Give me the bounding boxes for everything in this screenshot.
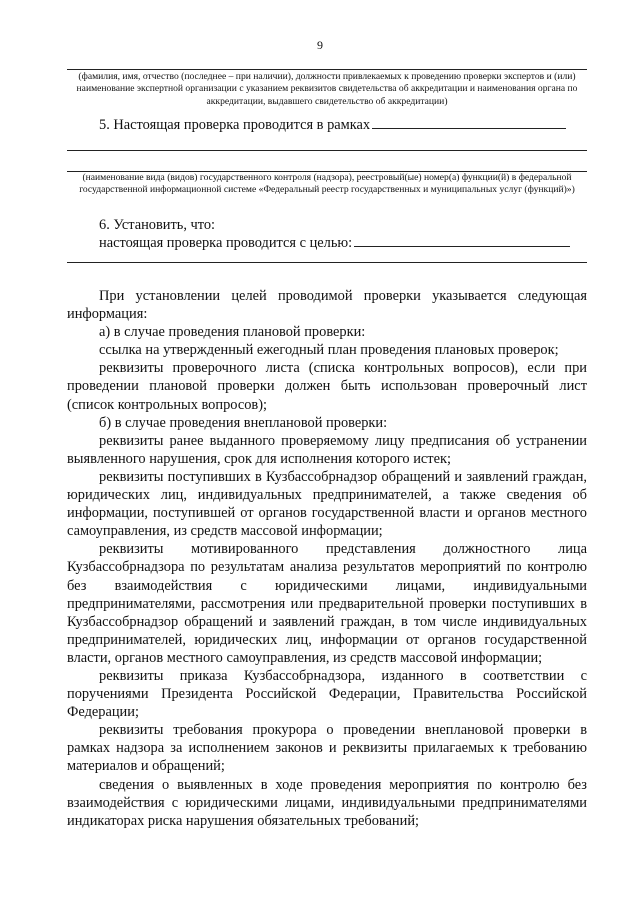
blank-line-6a <box>67 262 587 263</box>
section-6-heading: 6. Установить, что: <box>99 217 216 233</box>
purpose-label: настоящая проверка проводится с целью: <box>99 235 353 251</box>
blank-line-5a <box>67 150 587 151</box>
paragraph: реквизиты мотивированного представления должностного лица Кузбассобрнадзора по результатам анализа результатов мероприятий по контролю без взаимодействия с юридическими лицами, индивидуальными предпринимателями, рассмотрения или предварительной проверки поступивших в Кузбассобрнадзор обращений и заявлений граждан, в том числе индивидуальных предпринимателей, юридических лиц, информации от органов государственной власти, органов местного самоуправления, из средств массовой информации; <box>67 541 587 666</box>
blank-line-experts <box>67 69 587 70</box>
body-text <box>67 287 587 830</box>
section-6-purpose-line <box>99 233 570 252</box>
paragraph: реквизиты проверочного листа (списка контрольных вопросов), если при проведении плановой проверки должен быть использован проверочный лист (список контрольных вопросов); <box>67 360 587 413</box>
section-5-text: 5. Настоящая проверка проводится в рамках <box>99 117 371 133</box>
section-5-line <box>99 115 566 134</box>
page-number: 9 <box>317 38 323 52</box>
blank-inline-purpose <box>354 233 570 247</box>
paragraph: При установлении целей проводимой проверки указывается следующая информация: <box>67 288 587 323</box>
paragraph: б) в случае проведения внеплановой проверки: <box>99 414 388 431</box>
paragraph: сведения о выявленных в ходе проведения мероприятия по контролю без взаимодействия с юридическими лицами, индивидуальными предпринимателями индикаторах риска нарушения обязательных требований; <box>67 776 587 829</box>
caption-experts: (фамилия, имя, отчество (последнее – при наличии), должности привлекаемых к проведению проверки экспертов и (или) наименование экспертной организации с указанием реквизитов свидетельства об аккредитации и наименования органа по аккредитации, выдавшего свидетельство об аккредитации) <box>76 71 578 107</box>
paragraph: реквизиты приказа Кузбассобрнадзора, изданного в соответствии с поручениями Президента Российской Федерации, Правительства Российской Федерации; <box>67 667 587 721</box>
blank-inline-5 <box>372 115 566 129</box>
paragraph: ссылка на утвержденный ежегодный план проведения плановых проверок; <box>99 342 559 359</box>
caption-control-type: (наименование вида (видов) государственного контроля (надзора), реестровый(ые) номер(а) функции(й) в федеральной государственной информационной системе «Федеральный реестр государственных и муниципальных услуг (функций)») <box>79 172 575 196</box>
paragraph: а) в случае проведения плановой проверки: <box>99 324 366 341</box>
paragraph: реквизиты требования прокурора о проведении внеплановой проверки в рамках надзора за исполнением законов и реквизиты прилагаемых к требованию материалов и обращений; <box>67 722 587 775</box>
paragraph: реквизиты поступивших в Кузбассобрнадзор обращений и заявлений граждан, юридических лиц, индивидуальных предпринимателей, а также сведения об информации, поступившей от органов государственной власти и органов местного самоуправления, из средств массовой информации; <box>67 468 587 540</box>
paragraph: реквизиты ранее выданного проверяемому лицу предписания об устранении выявленного нарушения, срок для исполнения которого истек; <box>67 432 587 467</box>
